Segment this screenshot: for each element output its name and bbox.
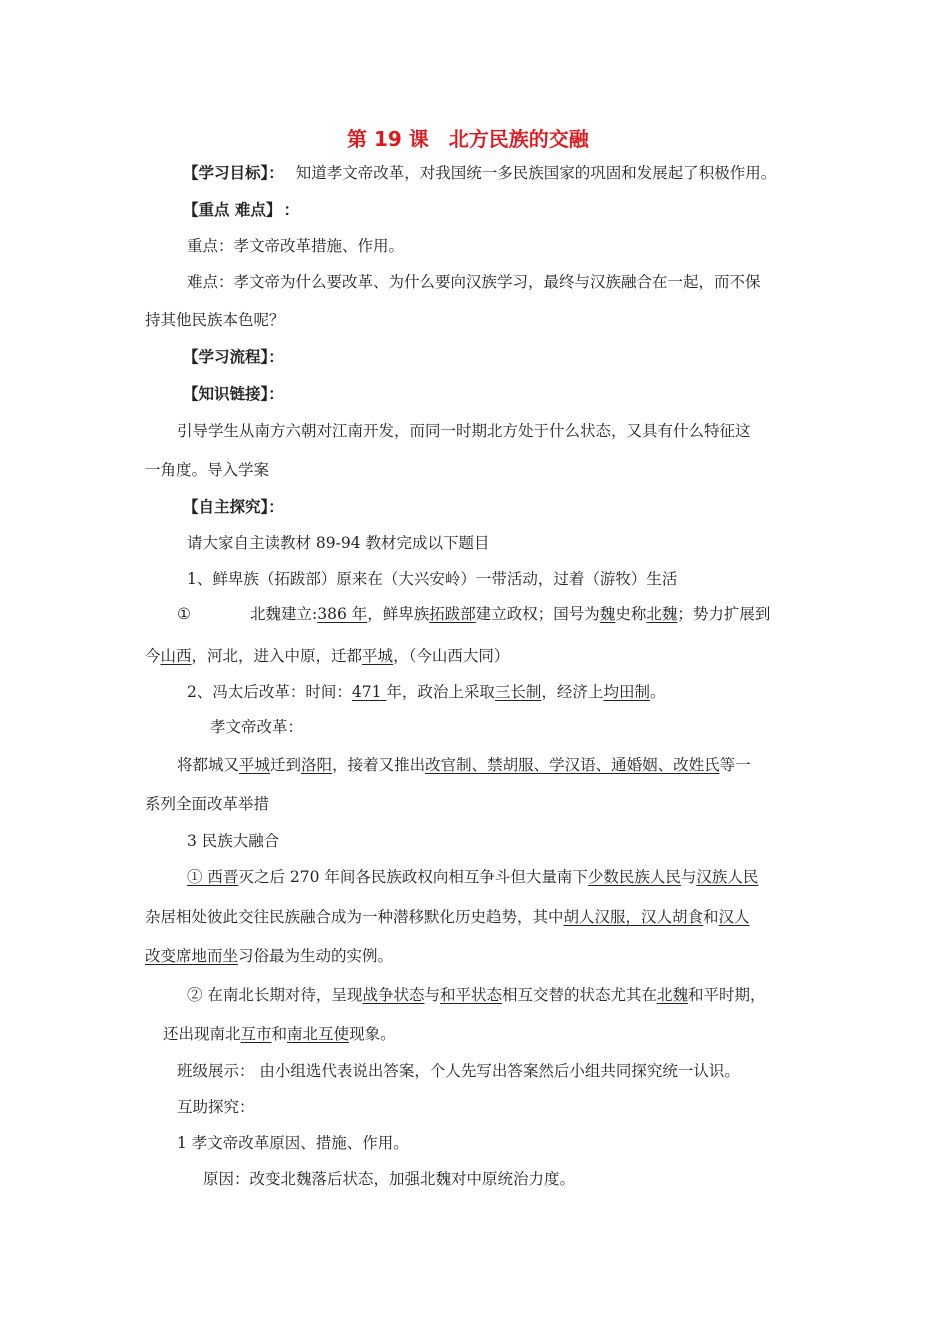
underlined-answer: 魏 (599, 605, 616, 623)
link-text-line-1: 引导学生从南方六朝对江南开发，而同一时期北方处于什么状态，又具有什么特征这 (177, 422, 751, 440)
text-span: 和 (703, 908, 719, 926)
fusion-1-line-3 (145, 946, 393, 966)
underlined-answer: 南北互使 (287, 1025, 350, 1043)
fusion-1-line-2 (145, 907, 750, 927)
text-span: ，鲜卑族 (367, 605, 430, 623)
fusion-2-line-2 (163, 1024, 396, 1044)
underlined-answer: 北魏 (646, 605, 678, 623)
text-span: ② 在南北长期对待，呈现 (187, 986, 363, 1004)
link-heading: 【知识链接】： (183, 385, 284, 403)
text-span: 今 (145, 647, 161, 665)
text-span: ；势力扩展到 (677, 605, 771, 623)
reform-reason: 原因：改变北魏落后状态，加强北魏对中原统治力度。 (203, 1170, 576, 1188)
mutual-question-1: 1 孝文帝改革原因、措施、作用。 (177, 1134, 409, 1152)
text-span: 北魏建立: (250, 605, 318, 623)
page-title: 第 19 课 北方民族的交融 (347, 127, 589, 151)
focus-heading (183, 200, 299, 220)
underlined-answer: 汉族人民 (696, 868, 759, 886)
underlined-answer: 少数民族人民 (587, 868, 681, 886)
explore-intro: 请大家自主读教材 89-94 教材完成以下题目 (187, 534, 490, 552)
item-1-number: ① (177, 605, 191, 623)
underlined-answer: 386 年 (317, 605, 368, 623)
underlined-answer: 均田制 (603, 683, 650, 701)
goal-text: 知道孝文帝改革，对我国统一多民族国家的巩固和发展起了积极作用。 (295, 164, 777, 182)
text-span: 还出现南北 (163, 1025, 241, 1043)
link-text-line-2: 一角度。导入学案 (145, 461, 270, 479)
text-span: ，接着又推出 (332, 756, 426, 774)
difficulty-line-2: 持其他民族本色呢？ (145, 311, 285, 329)
underlined-answer: 改官制、禁胡服、学汉语、通婚姻、改姓氏 (425, 756, 720, 774)
difficulty-line-1: 难点：孝文帝为什么要改革、为什么要向汉族学习，最终与汉族融合在一起，而不保 (187, 273, 761, 291)
underlined-answer: 平城 (362, 647, 394, 665)
text-span: 将都城又 (177, 756, 240, 774)
text-span: 灭之后 270 年间各民族政权向相互争斗但大量南下 (238, 868, 588, 886)
underlined-answer: 互市 (240, 1025, 272, 1043)
text-span: 史称 (615, 605, 647, 623)
question-3: 3 民族大融合 (187, 832, 280, 850)
text-span: 迁到 (270, 756, 302, 774)
focus-label: 【重点 难点】 (183, 201, 274, 219)
text-span: 和平时期， (688, 986, 766, 1004)
text-span: 建立政权；国号为 (475, 605, 600, 623)
fusion-1-line-1 (187, 867, 758, 887)
mutual-explore-label: 互助探究： (177, 1098, 255, 1116)
text-span: ，河北，进入中原，迁都 (191, 647, 363, 665)
focus-colon: ： (283, 201, 300, 219)
underlined-answer: 洛阳 (301, 756, 333, 774)
underlined-answer: 改变席地而坐 (145, 947, 239, 965)
underlined-answer: 拓跋部 (429, 605, 476, 623)
class-show: 班级展示： 由小组选代表说出答案，个人先写出答案然后小组共同探究统一认识。 (177, 1062, 740, 1080)
underlined-answer: 胡人汉服，汉人胡食 (563, 908, 704, 926)
text-span: ，经济上 (541, 683, 604, 701)
text-span: 等一 (719, 756, 751, 774)
question-2 (187, 682, 665, 702)
underlined-answer: 山西 (160, 647, 192, 665)
item-1-line-2 (145, 646, 509, 666)
underlined-answer: 汉人 (718, 908, 750, 926)
xiaowen-reform-label: 孝文帝改革： (210, 718, 304, 736)
text-span: 和 (271, 1025, 288, 1043)
process-heading: 【学习流程】： (183, 348, 284, 366)
text-span: 。 (649, 683, 666, 701)
underlined-answer: 三长制 (494, 683, 542, 701)
fusion-2-line-1 (187, 985, 766, 1005)
underlined-answer: 平城 (239, 756, 271, 774)
question-1: 1、鲜卑族（拓跋部）原来在（大兴安岭）一带活动，过着（游牧）生活 (187, 570, 678, 588)
text-span: 相互交替的状态尤其在 (501, 986, 657, 1004)
text-span: 与 (424, 986, 440, 1004)
key-point: 重点：孝文帝改革措施、作用。 (187, 237, 405, 255)
explore-heading: 【自主探究】： (183, 498, 284, 516)
learning-goal (183, 163, 776, 183)
goal-label: 【学习目标】： (183, 164, 284, 182)
underlined-answer: 471 (351, 683, 387, 701)
underlined-answer: ① 西晋 (187, 868, 239, 886)
text-span: 与 (680, 868, 697, 886)
xiaowen-line-1 (177, 755, 751, 775)
text-span: 习俗最为生动的实例。 (238, 947, 394, 965)
underlined-answer: 北魏 (657, 986, 689, 1004)
text-span: 杂居相处彼此交往民族融合成为一种潜移默化历史趋势，其中 (145, 908, 564, 926)
text-span: 2、冯太后改革：时间： (187, 683, 352, 701)
text-span: 年，政治上采取 (386, 683, 495, 701)
underlined-answer: 和平状态 (439, 986, 502, 1004)
item-1-line-1 (250, 604, 770, 624)
underlined-answer: 战争状态 (362, 986, 425, 1004)
text-span: 现象。 (349, 1025, 396, 1043)
text-span: ，（今山西大同） (393, 647, 510, 665)
xiaowen-line-2: 系列全面改革举措 (145, 795, 270, 813)
